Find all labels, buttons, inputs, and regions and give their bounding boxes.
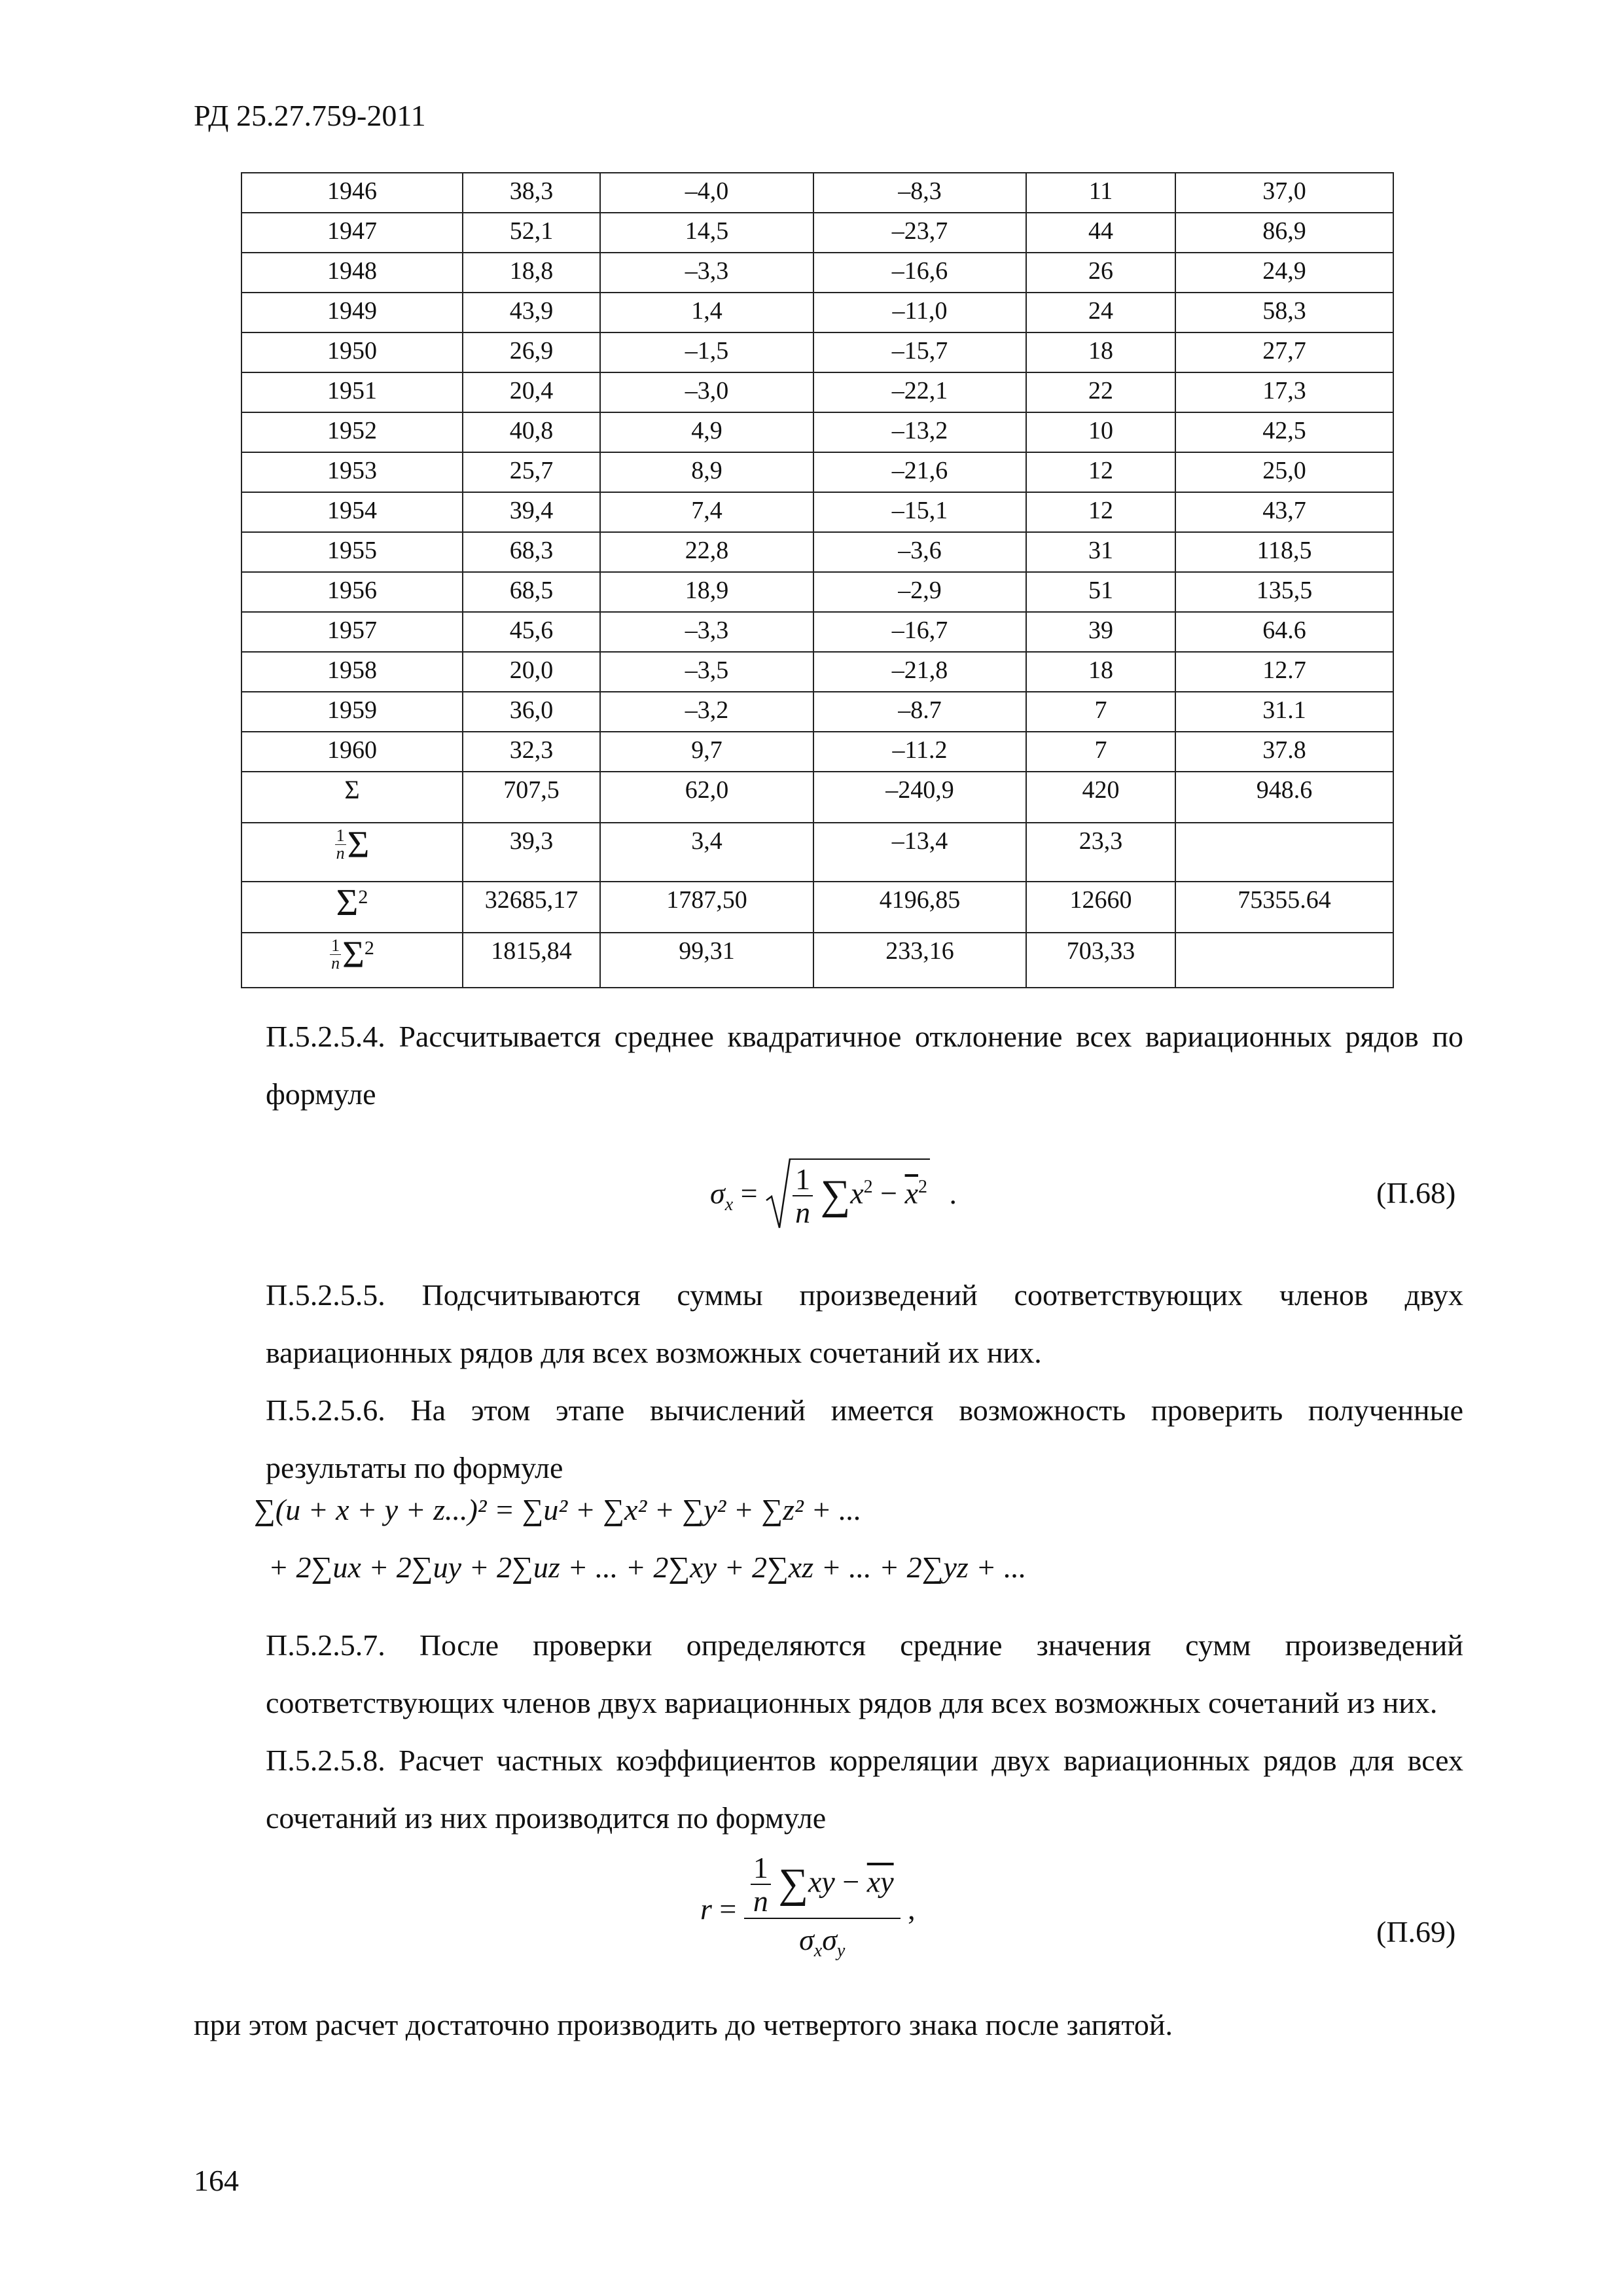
table-cell: 1787,50 — [600, 882, 813, 933]
table-cell: 43,7 — [1175, 492, 1393, 532]
sum-squares-row — [241, 882, 1393, 933]
data-table-body — [241, 173, 1393, 988]
row-label-cell — [241, 882, 463, 933]
summation-symbol: ∑ — [820, 1171, 851, 1218]
table-cell: –23,7 — [813, 213, 1026, 253]
table-cell: 420 — [1026, 772, 1175, 823]
paragraph-final — [194, 1996, 1463, 2054]
table-cell: –11.2 — [813, 732, 1026, 772]
table-cell: 39,3 — [463, 823, 600, 882]
fraction-numerator: 1 — [336, 826, 345, 845]
mean-squares-row — [241, 933, 1393, 988]
table-cell: 1815,84 — [463, 933, 600, 988]
year-cell: 1950 — [241, 332, 463, 372]
sigma-symbol: Σ — [342, 933, 365, 976]
table-cell: 25,0 — [1175, 452, 1393, 492]
table-cell: 58,3 — [1175, 293, 1393, 332]
paragraph-text: П.5.2.5.8. Расчет частных коэффициентов корреляции двух вариационных рядов для всех сочетаний из них производится по формуле — [266, 1744, 1463, 1835]
table-cell: 12 — [1026, 492, 1175, 532]
year-cell: 1947 — [241, 213, 463, 253]
table-cell: 43,9 — [463, 293, 600, 332]
radical-sign-icon — [765, 1155, 791, 1233]
paragraph-text: П.5.2.5.5. Подсчитываются суммы произведений соответствующих членов двух вариационных рядов для всех возможных сочетаний их них. — [266, 1278, 1463, 1369]
table-cell: 1,4 — [600, 293, 813, 332]
table-cell: –16,7 — [813, 612, 1026, 652]
table-cell: 12.7 — [1175, 652, 1393, 692]
fraction-denominator: n — [336, 844, 345, 863]
table-cell: 62,0 — [600, 772, 813, 823]
table-row — [241, 692, 1393, 732]
table-cell: 233,16 — [813, 933, 1026, 988]
year-cell: 1948 — [241, 253, 463, 293]
superscript: 2 — [358, 886, 368, 908]
table-cell: 18 — [1026, 332, 1175, 372]
table-cell: 27,7 — [1175, 332, 1393, 372]
inner-fraction: $\frac{1}{n}$ — [751, 1852, 771, 1918]
table-cell: –240,9 — [813, 772, 1026, 823]
table-cell: 18,9 — [600, 572, 813, 612]
table-cell: –3,5 — [600, 652, 813, 692]
superscript: 2 — [364, 937, 374, 959]
fraction-numerator: 1 — [331, 936, 340, 955]
fraction: $\frac{1}{n}$ — [793, 1164, 813, 1229]
year-cell: 1952 — [241, 412, 463, 452]
formula-p69: r = $\frac{1}{n}$ $\sum xy - \overline{xy}$ $\sigma_x\sigma_y$ , — [700, 1852, 916, 1972]
table-row — [241, 293, 1393, 332]
row-label-cell — [241, 772, 463, 823]
year-cell: 1951 — [241, 372, 463, 412]
equals-sign: = — [740, 1176, 758, 1210]
table-cell — [1175, 933, 1393, 988]
mean-row — [241, 823, 1393, 882]
paragraph-text: П.5.2.5.7. После проверки определяются средние значения сумм произведений соответствующих членов двух вариационных рядов для всех возможных сочетаний из них. — [266, 1628, 1463, 1719]
table-cell: –13,2 — [813, 412, 1026, 452]
year-cell: 1958 — [241, 652, 463, 692]
year-cell: 1946 — [241, 173, 463, 213]
table-cell: 99,31 — [600, 933, 813, 988]
year-cell: 1955 — [241, 532, 463, 572]
table-cell: 948.6 — [1175, 772, 1393, 823]
table-row — [241, 532, 1393, 572]
table-cell: 51 — [1026, 572, 1175, 612]
year-cell: 1957 — [241, 612, 463, 652]
table-row — [241, 612, 1393, 652]
formula-p68: $\sigma_x$ = $\frac{1}{n}$ $\sum x^2 - \overline{x}^2$ . — [710, 1158, 957, 1229]
paragraph-text: П.5.2.5.4. Рассчитывается среднее квадратичное отклонение всех вариационных рядов по формуле — [266, 1020, 1463, 1111]
table-cell — [1175, 823, 1393, 882]
paragraph-5-2-5-6 — [194, 1382, 1463, 1497]
document-header: РД 25.27.759-2011 — [194, 99, 426, 132]
table-cell: –2,9 — [813, 572, 1026, 612]
fraction-denominator: n — [331, 954, 340, 973]
year-cell: 1960 — [241, 732, 463, 772]
table-cell: 4,9 — [600, 412, 813, 452]
table-cell: 24 — [1026, 293, 1175, 332]
table-cell: 42,5 — [1175, 412, 1393, 452]
year-cell: 1949 — [241, 293, 463, 332]
table-row — [241, 652, 1393, 692]
year-cell: 1956 — [241, 572, 463, 612]
equation-number-p69: (П.69) — [1376, 1915, 1456, 1948]
sqrt: $\frac{1}{n}$ $\sum x^2 - \overline{x}^2$ — [765, 1158, 930, 1229]
table-row — [241, 253, 1393, 293]
fraction — [330, 937, 341, 972]
table-cell: –11,0 — [813, 293, 1026, 332]
table-row — [241, 732, 1393, 772]
table-cell: –8,3 — [813, 173, 1026, 213]
table-cell: 7 — [1026, 692, 1175, 732]
year-cell: 1959 — [241, 692, 463, 732]
paragraph-5-2-5-8 — [194, 1732, 1463, 1847]
table-cell: 20,4 — [463, 372, 600, 412]
sigma-symbol: Σ — [336, 881, 359, 924]
table-cell: 45,6 — [463, 612, 600, 652]
table-cell: –21,6 — [813, 452, 1026, 492]
table-row — [241, 492, 1393, 532]
table-cell: –15,1 — [813, 492, 1026, 532]
table-cell: –21,8 — [813, 652, 1026, 692]
table-cell: 75355.64 — [1175, 882, 1393, 933]
sigma-symbol: Σ — [347, 823, 370, 866]
table-cell: 7,4 — [600, 492, 813, 532]
table-row — [241, 572, 1393, 612]
row-label-cell — [241, 823, 463, 882]
summation-symbol: ∑ — [778, 1859, 808, 1907]
table-cell: 36,0 — [463, 692, 600, 732]
table-cell: –3,3 — [600, 253, 813, 293]
table-cell: –22,1 — [813, 372, 1026, 412]
table-cell: –13,4 — [813, 823, 1026, 882]
table-cell: 68,3 — [463, 532, 600, 572]
table-cell: 12 — [1026, 452, 1175, 492]
table-cell: 32685,17 — [463, 882, 600, 933]
table-cell: 39,4 — [463, 492, 600, 532]
table-cell: 26,9 — [463, 332, 600, 372]
table-row — [241, 412, 1393, 452]
sigma-symbol: Σ — [344, 775, 360, 804]
table-cell: 14,5 — [600, 213, 813, 253]
table-cell: 12660 — [1026, 882, 1175, 933]
paragraph-text: при этом расчет достаточно производить до четвертого знака после запятой. — [194, 2008, 1173, 2041]
table-cell: 4196,85 — [813, 882, 1026, 933]
table-row — [241, 372, 1393, 412]
equation-number-p68: (П.68) — [1376, 1176, 1456, 1210]
table-cell: 18 — [1026, 652, 1175, 692]
table-cell: –1,5 — [600, 332, 813, 372]
table-cell: 9,7 — [600, 732, 813, 772]
table-cell: 18,8 — [463, 253, 600, 293]
table-cell: 8,9 — [600, 452, 813, 492]
year-cell: 1953 — [241, 452, 463, 492]
table-cell: 10 — [1026, 412, 1175, 452]
table-cell: 52,1 — [463, 213, 600, 253]
sum-row — [241, 772, 1393, 823]
table-row — [241, 452, 1393, 492]
fraction — [335, 827, 346, 862]
table-cell: 64.6 — [1175, 612, 1393, 652]
table-cell: 24,9 — [1175, 253, 1393, 293]
subscript: x — [724, 1194, 734, 1215]
table-cell: 37,0 — [1175, 173, 1393, 213]
table-row — [241, 332, 1393, 372]
table-cell: –3,0 — [600, 372, 813, 412]
paragraph-text: П.5.2.5.6. На этом этапе вычислений имеется возможность проверить полученные результаты по формуле — [266, 1393, 1463, 1484]
table-cell: 20,0 — [463, 652, 600, 692]
table-cell: 25,7 — [463, 452, 600, 492]
table-cell: 703,33 — [1026, 933, 1175, 988]
table-cell: 3,4 — [600, 823, 813, 882]
table-cell: –3,3 — [600, 612, 813, 652]
table-cell: 31 — [1026, 532, 1175, 572]
table-cell: 135,5 — [1175, 572, 1393, 612]
table-cell: –3,6 — [813, 532, 1026, 572]
table-cell: –15,7 — [813, 332, 1026, 372]
table-cell: 23,3 — [1026, 823, 1175, 882]
equals-sign: = — [719, 1892, 737, 1926]
table-cell: 11 — [1026, 173, 1175, 213]
page-number: 164 — [194, 2164, 239, 2197]
table-cell: –8.7 — [813, 692, 1026, 732]
r-symbol: r — [700, 1892, 712, 1926]
main-fraction: $\frac{1}{n}$ $\sum xy - \overline{xy}$ $\sigma_x\sigma_y$ — [744, 1852, 901, 1972]
table-cell: 37.8 — [1175, 732, 1393, 772]
table-cell: –4,0 — [600, 173, 813, 213]
table-cell: 17,3 — [1175, 372, 1393, 412]
table-cell: 31.1 — [1175, 692, 1393, 732]
table-cell: –16,6 — [813, 253, 1026, 293]
data-table — [241, 172, 1394, 988]
table-cell: –3,2 — [600, 692, 813, 732]
paragraph-5-2-5-7 — [194, 1617, 1463, 1732]
table-cell: 22,8 — [600, 532, 813, 572]
table-cell: 86,9 — [1175, 213, 1393, 253]
table-cell: 44 — [1026, 213, 1175, 253]
table-cell: 39 — [1026, 612, 1175, 652]
paragraph-5-2-5-5 — [194, 1266, 1463, 1382]
check-formula-line-2: + 2∑ux + 2∑uy + 2∑uz + ... + 2∑xy + 2∑xz + ... + 2∑yz + ... — [268, 1551, 1027, 1584]
check-formula-line-1: ∑(u + x + y + z...)² = ∑u² + ∑x² + ∑y² + ∑z² + ... — [254, 1493, 862, 1526]
row-label-cell — [241, 933, 463, 988]
table-cell: 118,5 — [1175, 532, 1393, 572]
table-row — [241, 213, 1393, 253]
table-cell: 7 — [1026, 732, 1175, 772]
table-cell: 707,5 — [463, 772, 600, 823]
paragraph-5-2-5-4 — [194, 1008, 1463, 1123]
sigma-symbol: σ — [710, 1176, 725, 1210]
table-cell: 68,5 — [463, 572, 600, 612]
table-cell: 26 — [1026, 253, 1175, 293]
table-cell: 38,3 — [463, 173, 600, 213]
table-cell: 40,8 — [463, 412, 600, 452]
table-cell: 22 — [1026, 372, 1175, 412]
year-cell: 1954 — [241, 492, 463, 532]
table-cell: 32,3 — [463, 732, 600, 772]
table-row — [241, 173, 1393, 213]
